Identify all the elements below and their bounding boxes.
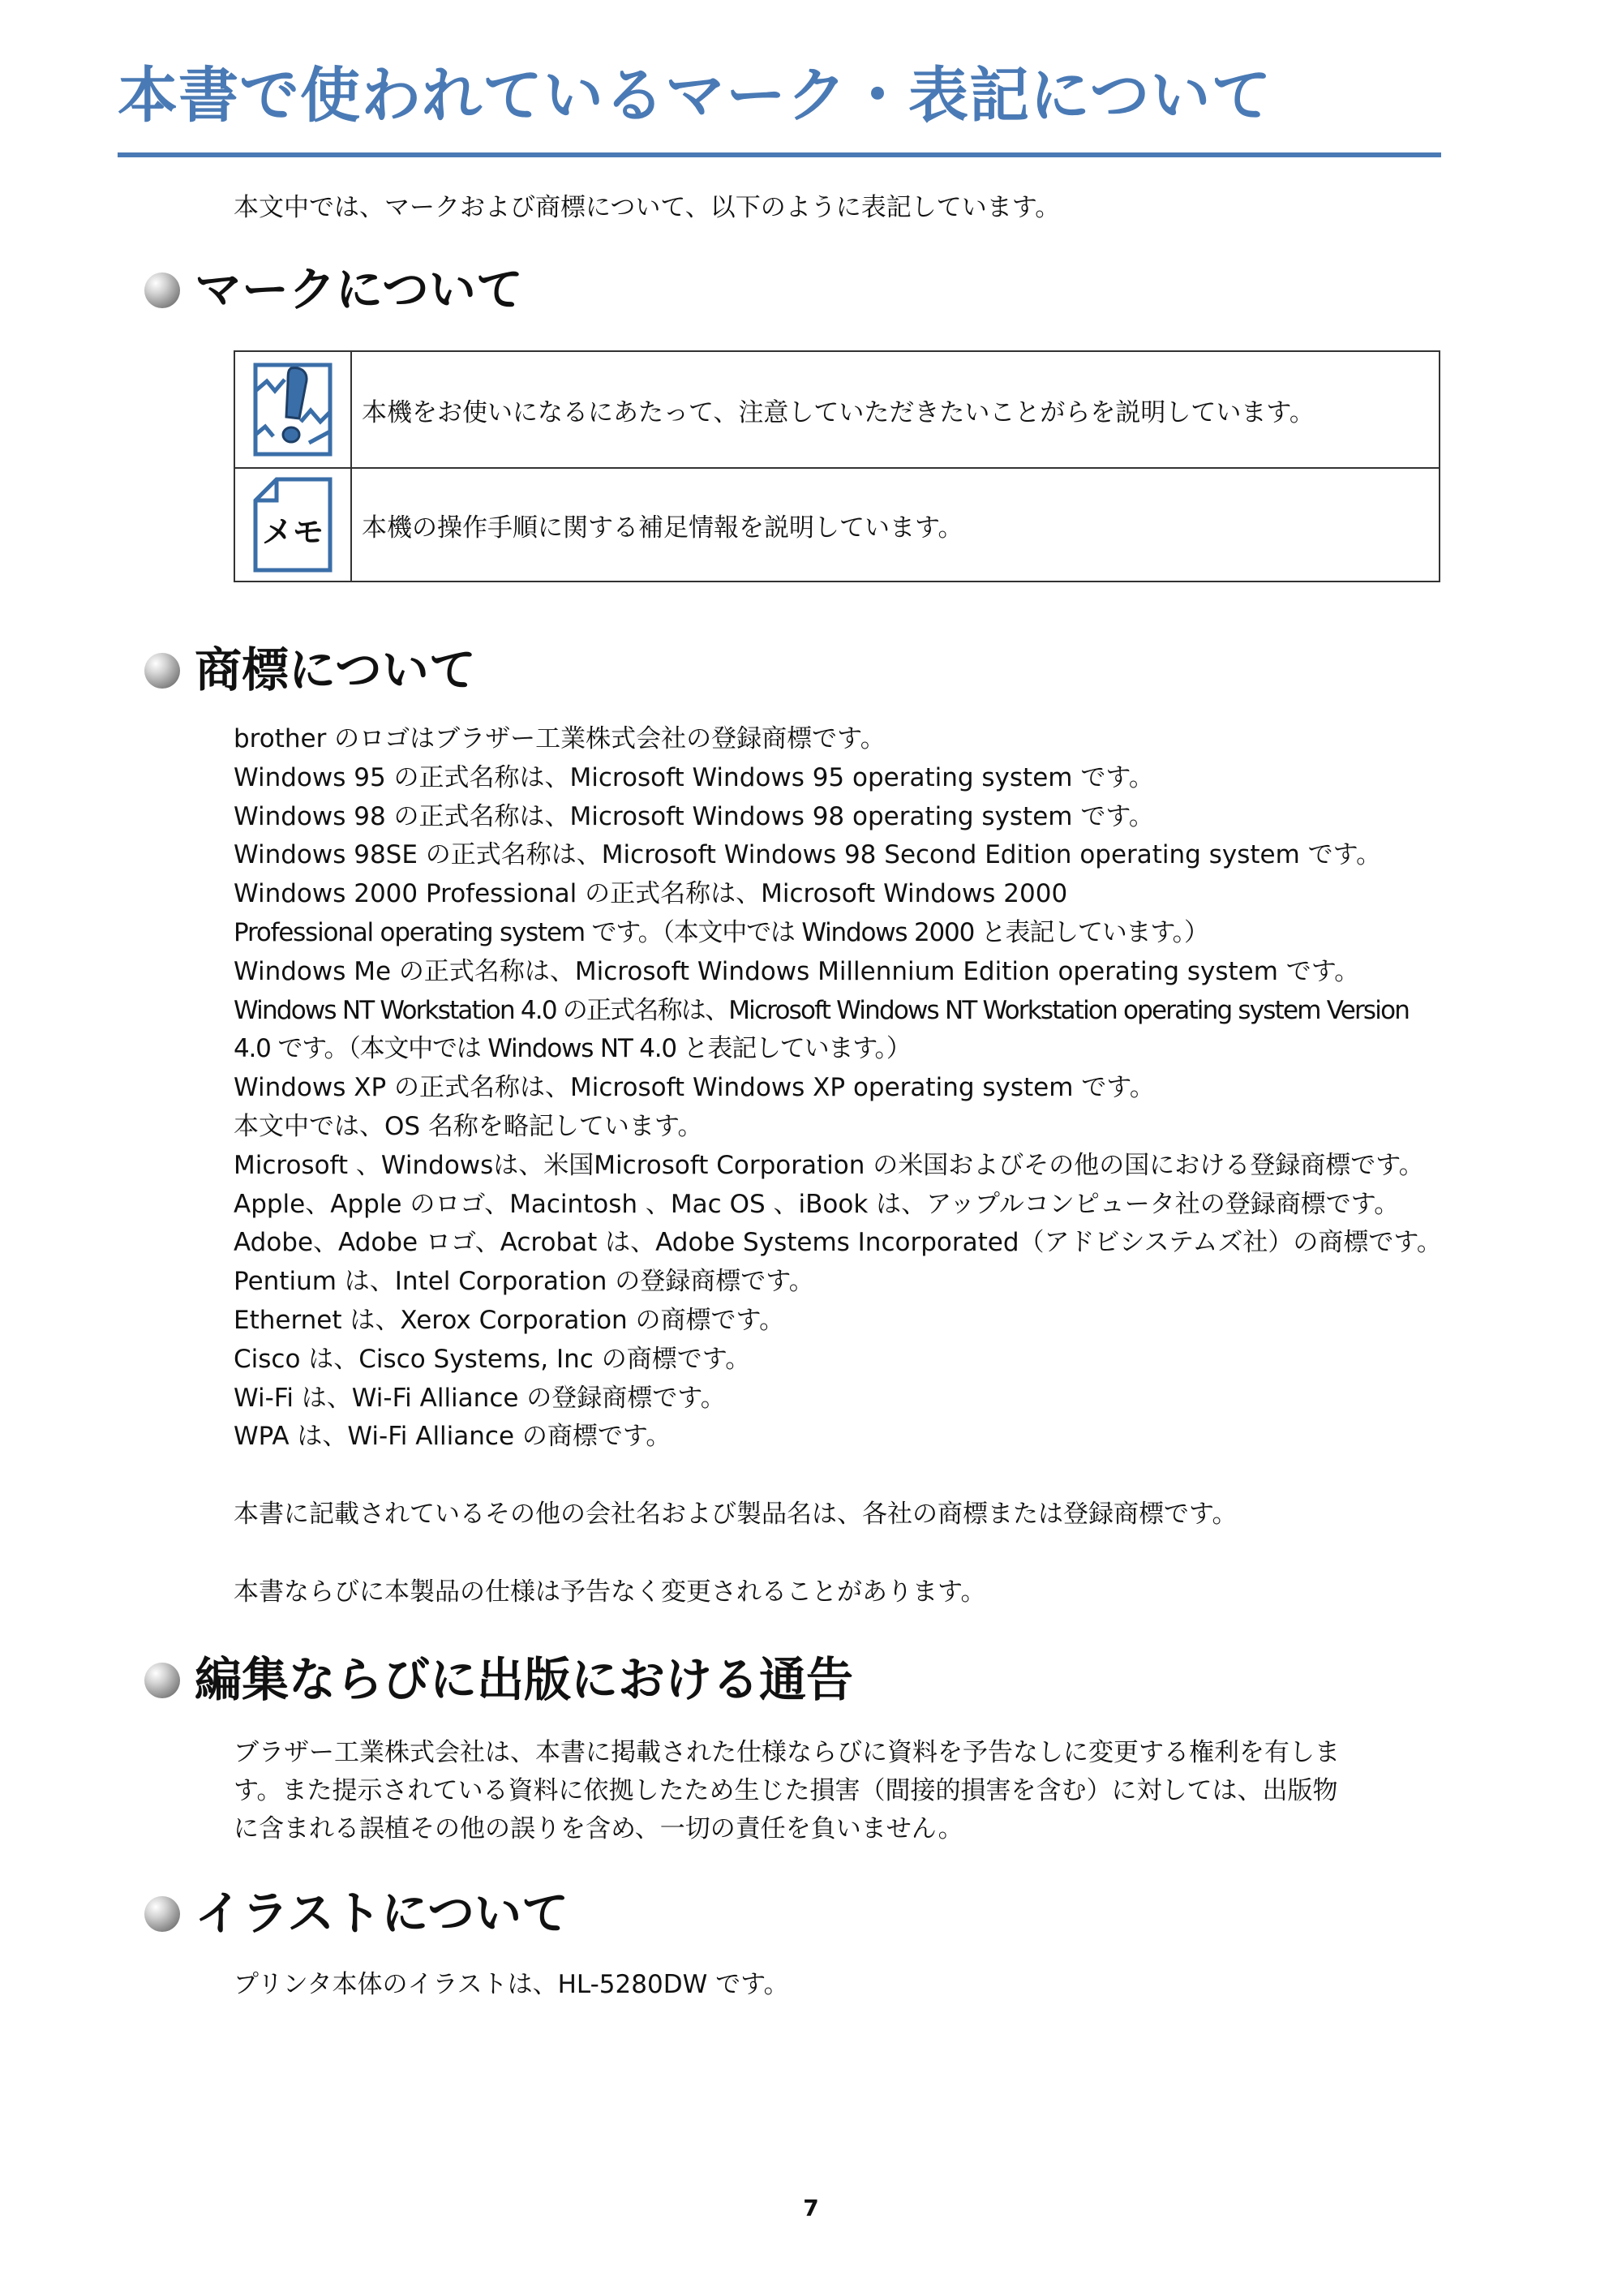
section-title: 編集ならびに出版における通告 [195,1652,854,1707]
mark-table [234,350,1440,582]
spec-change-note: 本書ならびに本製品の仕様は予告なく変更されることがあります。 [234,1577,986,1607]
illustration-note: プリンタ本体のイラストは、HL-5280DW です。 [234,1970,789,1999]
editorial-notice [234,1734,1450,1848]
notice-line: ブラザー工業株式会社は、本書に掲載された仕様ならびに資料を予告なしに変更する権利を有しま [234,1738,1340,1767]
trademark-list [234,720,1442,1611]
mark-row-memo [235,467,1439,582]
trademark-line: Wi-Fi は、Wi-Fi Alliance の登録商標です。 [234,1383,726,1413]
mark-description: 本機の操作手順に関する補足情報を説明しています。 [362,513,963,543]
other-trademarks-note: 本書に記載されているその他の会社名および製品名は、各社の商標または登録商標です。 [234,1499,1238,1529]
section-title: イラストについて [195,1886,569,1941]
section-heading-editorial [144,1654,853,1706]
trademark-line: Windows 2000 Professional の正式名称は、Microsoft Windows 2000 [234,879,1068,909]
notice-line: す。また提示されている資料に依拠したため生じた損害（間接的損害を含む）に対しては、出版物 [234,1776,1338,1805]
notice-line: に含まれる誤植その他の誤りを含め、一切の責任を負いません。 [234,1814,963,1843]
trademark-line: Windows Me の正式名称は、Microsoft Windows Millennium Edition operating system です。 [234,956,1360,986]
sphere-bullet-icon [144,1896,180,1932]
trademark-line: Apple、Apple のロゴ、Macintosh 、Mac OS 、iBook は、アップルコンピュータ社の登録商標です。 [234,1189,1400,1219]
title-underline [118,152,1441,157]
section-heading-illustration [144,1888,569,1940]
trademark-line: Windows XP の正式名称は、Microsoft Windows XP operating system です。 [234,1073,1155,1103]
trademark-line: Cisco は、Cisco Systems, Inc の商標です。 [234,1344,751,1374]
paragraph-gap [234,1457,1442,1496]
page-number: 7 [803,2195,819,2221]
caution-exclamation-icon [252,362,333,457]
mark-icon-cell [235,467,352,582]
trademark-line: Ethernet は、Xerox Corporation の商標です。 [234,1305,785,1335]
intro-paragraph: 本文中では、マークおよび商標について、以下のように表記しています。 [234,193,1061,222]
sphere-bullet-icon [144,1663,180,1698]
page-title: 本書で使われているマーク・表記について [118,61,1272,131]
trademark-line: 4.0 です。（本文中では Windows NT 4.0 と表記しています。） [234,1034,911,1064]
mark-description: 本機をお使いになるにあたって、注意していただきたいことがらを説明しています。 [362,397,1315,427]
trademark-line: Adobe、Adobe ロゴ、Acrobat は、Adobe Systems Incorporated（アドビシステムズ社）の商標です。 [234,1228,1442,1258]
section-title: マークについて [195,262,523,317]
sphere-bullet-icon [144,273,180,308]
memo-icon-label: メモ [261,514,324,550]
trademark-line: 本文中では、OS 名称を略記しています。 [234,1111,703,1141]
trademark-line: Pentium は、Intel Corporation の登録商標です。 [234,1267,814,1297]
sphere-bullet-icon [144,653,180,689]
paragraph-gap [234,1534,1442,1573]
trademark-line: Windows 98SE の正式名称は、Microsoft Windows 98 Second Edition operating system です。 [234,840,1382,870]
section-title: 商標について [195,642,476,697]
trademark-line: brother のロゴはブラザー工業株式会社の登録商標です。 [234,724,886,753]
mark-row-caution [235,352,1439,469]
trademark-line: Professional operating system です。（本文中では Windows 2000 と表記しています。） [234,917,1208,947]
mark-icon-cell [235,352,352,467]
trademark-line: Windows 95 の正式名称は、Microsoft Windows 95 operating system です。 [234,762,1154,792]
section-heading-marks [144,264,523,316]
section-heading-trademarks [144,642,476,697]
trademark-line: Windows NT Workstation 4.0 の正式名称は、Microsoft Windows NT Workstation operating system Version [234,995,1410,1025]
memo-note-icon [252,476,333,573]
trademark-line: Windows 98 の正式名称は、Microsoft Windows 98 operating system です。 [234,801,1154,831]
trademark-line: Microsoft 、Windowsは、米国Microsoft Corporation の米国およびその他の国における登録商標です。 [234,1150,1424,1180]
trademark-line: WPA は、Wi-Fi Alliance の商標です。 [234,1422,672,1452]
